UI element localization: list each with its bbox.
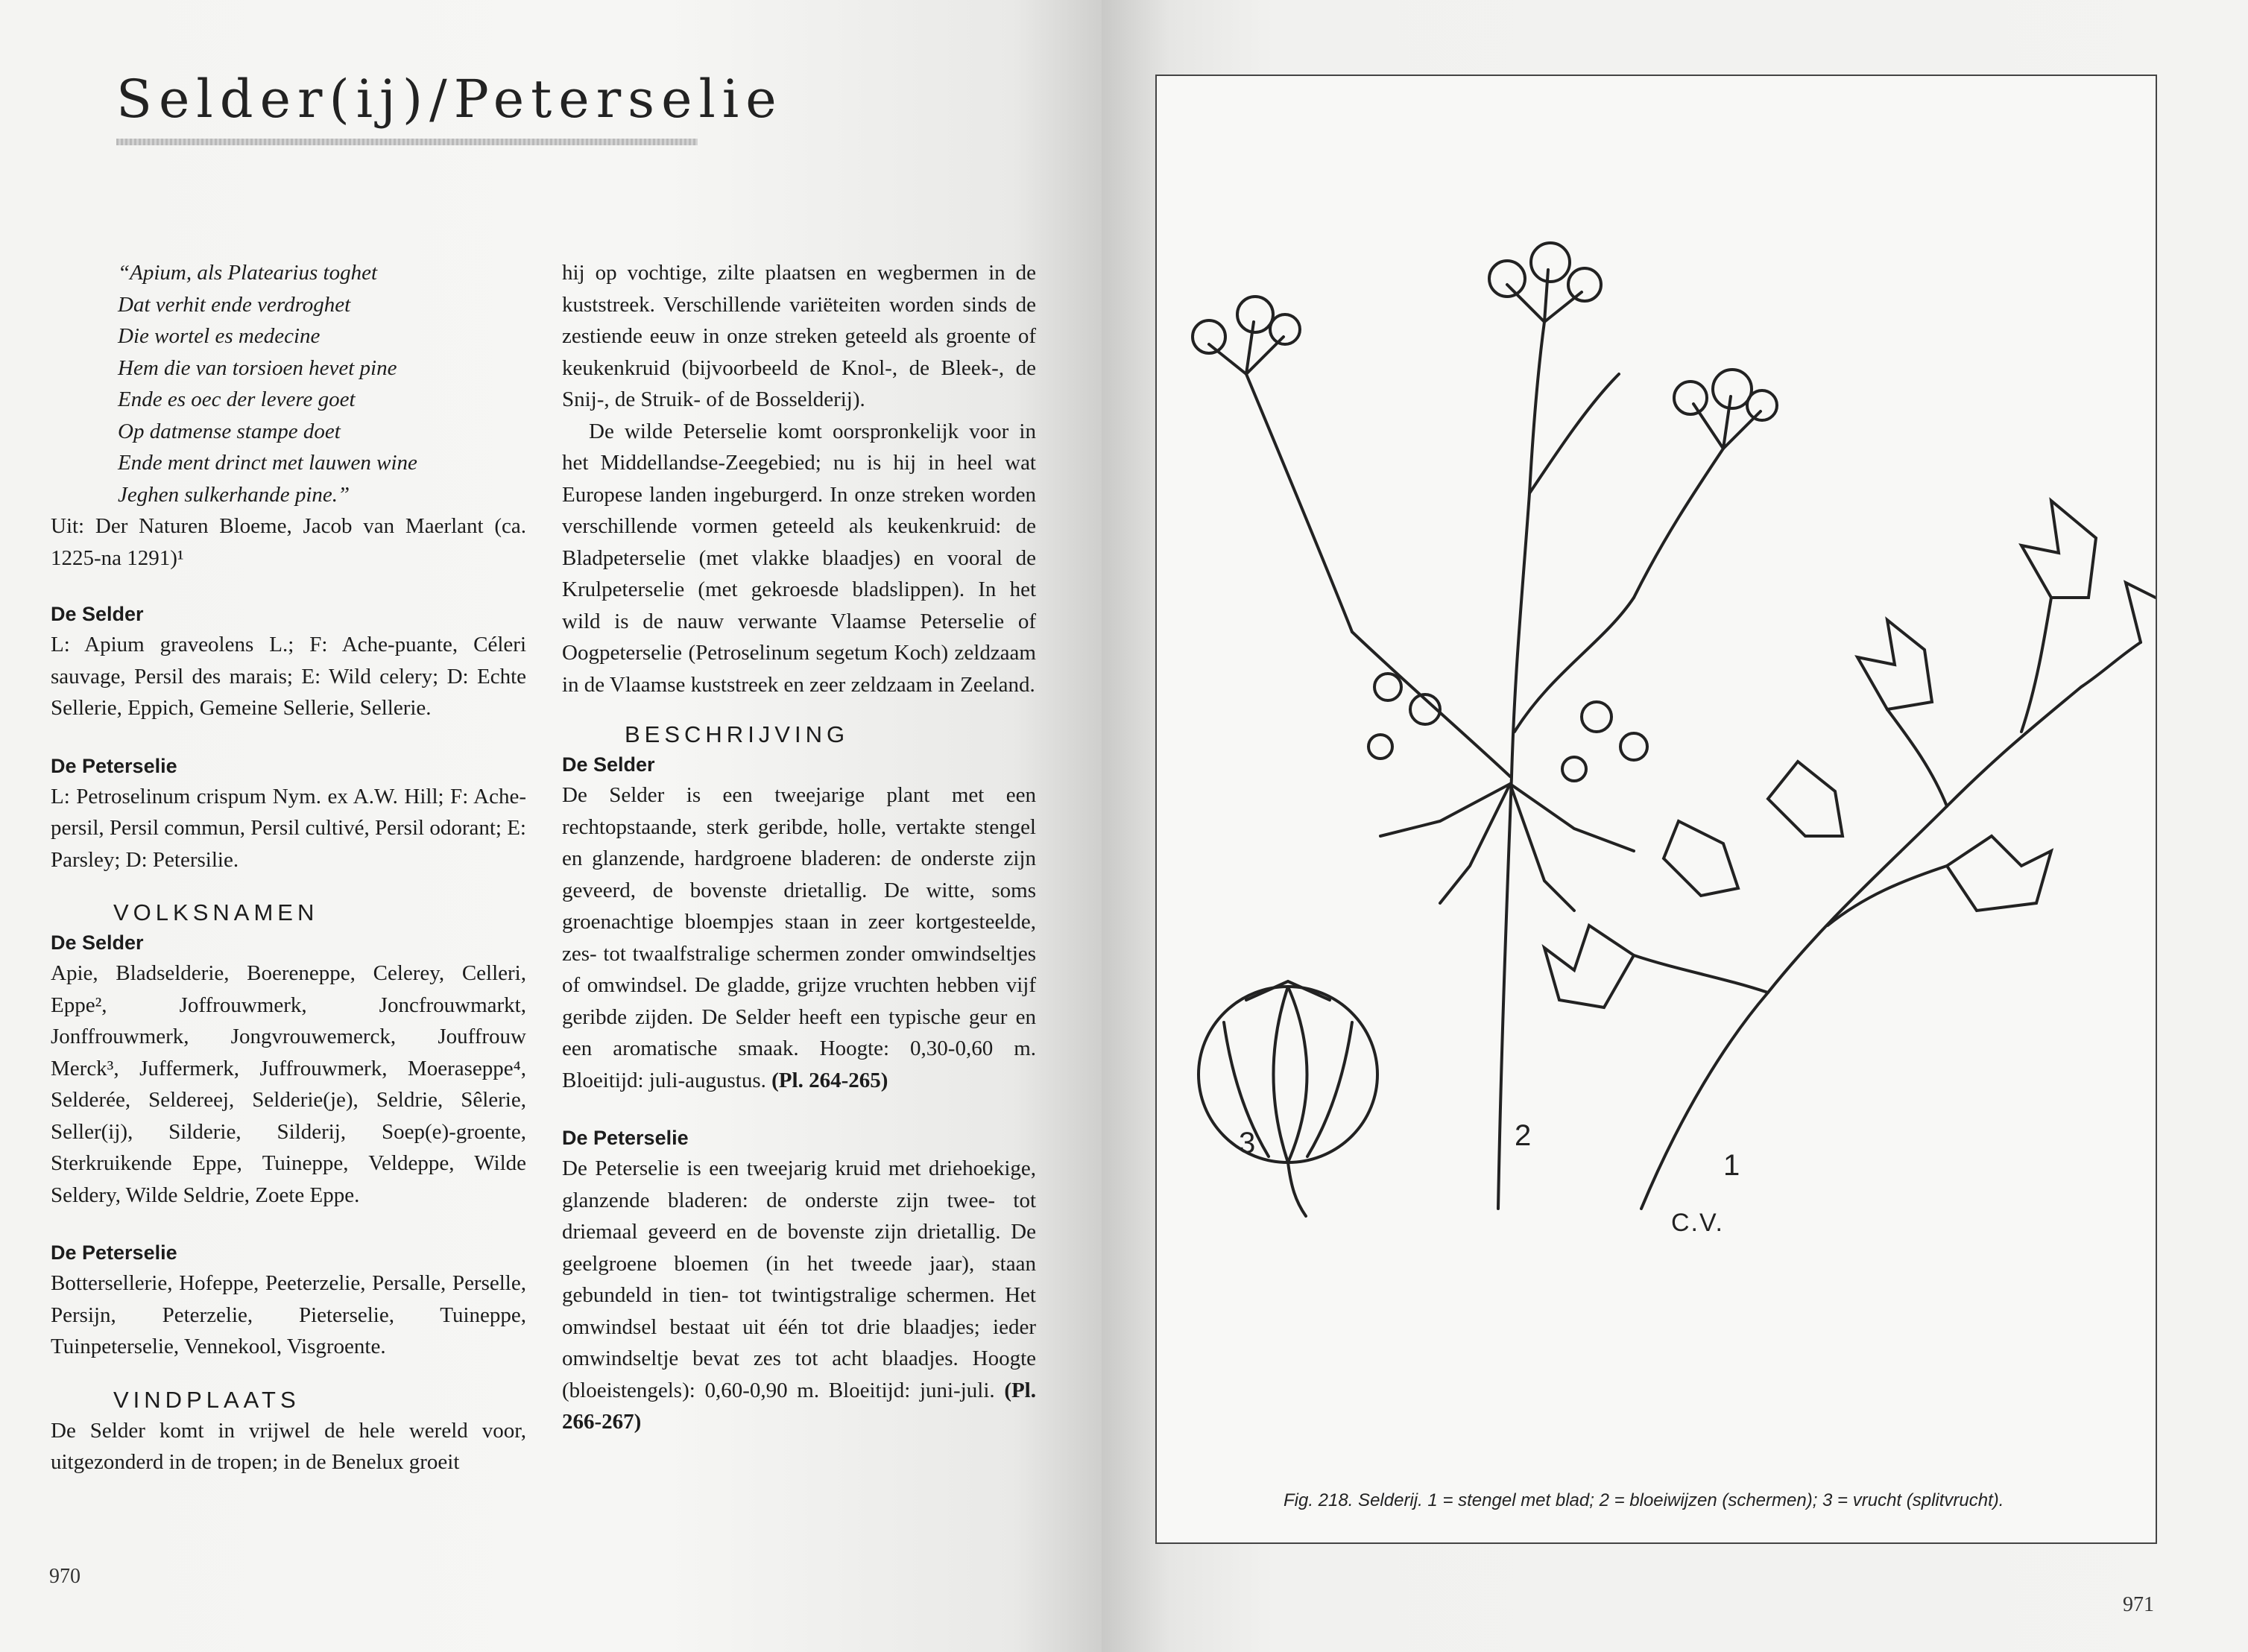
subheading-beschrijving-peterselie: De Peterselie (562, 1127, 689, 1149)
page-title: Selder(ij)/Peterselie (116, 69, 783, 130)
beschrijving-selder-body: De Selder is een tweejarige plant met een rechtopstaande, sterk geribde, holle, vertakte stengel en glanzende, hardgroene bladeren: de onderste zijn geveerd, de bovenste drietallig. De witte, soms groenachtige bloempjes staan in zeer kortgesteelde, zes- tot twaalfstralige schermen zonder omwindseltjes of omwindsel. De gladde, grijze vruchten hebben vijf geribde zijden. De Selder heeft een typische geur en een aromatische smaak. Hoogte: 0,30-0,60 m. Bloeitijd: juli-augustus. (562, 783, 1036, 1092)
vindplaats-text-2: hij op vochtige, zilte plaatsen en wegbermen in de kuststreek. Verschillende variëteiten worden sinds de zestiende eeuw in onze streken geteeld als groente of keukenkruid (bijvoorbeeld de Knol-, de Bleek-, de Snij-, de Struik- of de Bosselderij). (562, 261, 1036, 411)
illustrator-signature: C.V. (1671, 1209, 1725, 1237)
quote-line: Die wortel es medecine (118, 324, 321, 348)
plate-reference: (Pl. 264-265) (771, 1068, 888, 1092)
plate-reference: (Pl. 266-267) (562, 1378, 1036, 1434)
left-page (0, 0, 1102, 1652)
selder-names: L: Apium graveolens L.; F: Ache-puante, Céleri sauvage, Persil des marais; E: Wild celery; D: Echte Sellerie, Eppich, Gemeine Sellerie, Sellerie. (51, 633, 526, 720)
page-number-left: 970 (49, 1565, 80, 1588)
volksnamen-selder-text: Apie, Bladselderie, Boereneppe, Celerey, Celleri, Eppe², Joffrouwmerk, Joncfrouwmarkt, Jonffrouwmerk, Jongvrouwemerck, Jouffrouw Merck³, Juffermerk, Juffrouwmerk, Moeraseppe⁴, Selderée, Seldereej, Selderie(je), Seldrie, Sêlerie, Seller(ij), Silderie, Silderij, Soep(e)-groente, Sterkruikende Eppe, Tuineppe, Veldeppe, Wilde Seldery, Wilde Seldrie, Zoete Eppe. (51, 961, 526, 1207)
figure-caption: Fig. 218. Selderij. 1 = stengel met blad; 2 = bloeiwijzen (schermen); 3 = vrucht (splitvrucht). (1284, 1490, 2004, 1510)
quote-line: Ende es oec der levere goet (118, 387, 356, 411)
vindplaats-text-1: De Selder komt in vrijwel de hele wereld voor, uitgezonderd in de tropen; in de Benelux groeit (51, 1418, 526, 1474)
beschrijving-peterselie-body: De Peterselie is een tweejarig kruid met driehoekige, glanzende bladeren: de onderste zijn twee- tot driemaal geveerd en de bovenste zijn drietallig. De geelgroene bloemen (in het tweede jaar), staan gebundeld in tien- tot twintigstralige schermen. Het omwindsel bestaat uit één tot drie blaadjes; ieder omwindseltje bevat zes tot acht blaadjes. Hoogte (bloeistengels): 0,60-0,90 m. Bloeitijd: juni-juli. (562, 1156, 1036, 1402)
celery-illustration (1157, 76, 2156, 1542)
page-number-right: 971 (2123, 1593, 2154, 1616)
section-heading-beschrijving (562, 720, 1036, 750)
vindplaats-label: VINDPLAATS (113, 1386, 300, 1413)
quote-line: “Apium, als Platearius toghet (118, 261, 377, 285)
left-column (51, 257, 526, 1478)
flower-stem (1498, 322, 1544, 1209)
quote-line: Ende ment drinct met lauwen wine (118, 451, 417, 475)
quote-line: Dat verhit ende verdroghet (118, 292, 351, 317)
beschrijving-peterselie-text (562, 1153, 1036, 1438)
section-heading-volksnamen (51, 898, 526, 928)
subheading-volksnamen-selder: De Selder (51, 931, 144, 954)
figure-label-3: 3 (1239, 1127, 1256, 1159)
quote-line: Hem die van torsioen hevet pine (118, 355, 397, 380)
section-heading-selder: De Selder (51, 603, 144, 625)
volksnamen-label: VOLKSNAMEN (113, 899, 319, 925)
figure-frame (1155, 75, 2157, 1544)
quote-line: Op datmense stampe doet (118, 419, 341, 443)
volksnamen-peterselie-text: Bottersellerie, Hofeppe, Peeterzelie, Persalle, Perselle, Persijn, Peterzelie, Pieterselie, Tuineppe, Tuinpeterselie, Vennekool, Visgroente. (51, 1271, 526, 1358)
figure-label-1: 1 (1723, 1149, 1740, 1182)
quote-source: Uit: Der Naturen Bloeme, Jacob van Maerlant (ca. 1225-na 1291)¹ (51, 514, 526, 570)
section-heading-vindplaats (51, 1385, 526, 1415)
peterselie-names: L: Petroselinum crispum Nym. ex A.W. Hill; F: Ache-persil, Persil commun, Persil cultivé, Persil odorant; E: Parsley; D: Petersilie. (51, 784, 526, 872)
vindplaats-text-3: De wilde Peterselie komt oorspronkelijk voor in het Middellandse-Zeegebied; nu is hij in heel wat Europese landen ingeburgerd. In onze streken worden verschillende vormen geteeld als keukenkruid: de Bladpeterselie (met vlakke blaadjes) en vooral de Krulpeterselie (met gekroesde bladslippen). In het wild is de nauw verwante Vlaamse Peterselie of Oogpeterselie (Petroselinum segetum Koch) zeldzaam in de Vlaamse kuststreek en zeer zeldzaam in Zeeland. (562, 419, 1036, 697)
title-underline (116, 139, 698, 145)
beschrijving-selder-text (562, 779, 1036, 1096)
section-heading-peterselie: De Peterselie (51, 754, 177, 777)
subheading-beschrijving-selder: De Selder (562, 753, 655, 776)
beschrijving-label: BESCHRIJVING (625, 721, 850, 747)
quote-line: Jeghen sulkerhande pine.” (118, 482, 350, 507)
quote-block (118, 257, 526, 510)
leaf-stem (1641, 687, 2081, 1209)
subheading-volksnamen-peterselie: De Peterselie (51, 1241, 177, 1264)
right-column (562, 257, 1036, 1438)
figure-label-2: 2 (1515, 1119, 1532, 1152)
